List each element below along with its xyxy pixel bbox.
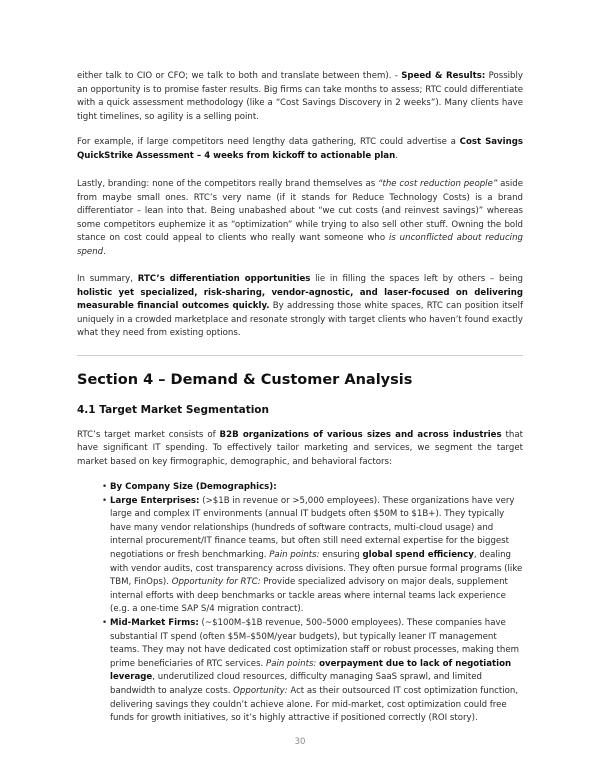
list-item: • Mid-Market Firms: (~$100M–$1B revenue, 500–5000 employees). These companies have substantial IT spend (often $5M–$50M/year budgets), but typically leaner IT management teams. They may not have dedicated cost optimization staff or robust processes, making them prime beneficiaries of RTC services. Pain points: overpayment due to lack of negotiation leverage, underutilized cloud resources, difficulty managing SaaS sprawl, and limited bandwidth to analyze costs. Opportunity: Act as their outsourced IT cost optimization function, delivering savings they couldn’t achieve alone. For mid-market, cost optimization could free funds for growth initiatives, so it’s highly attractive if positioned correctly (ROI story). (102, 617, 520, 724)
subsection-title: 4.1 Target Market Segmentation (77, 403, 269, 416)
page-number: 30 (294, 737, 306, 747)
bullet-icon: • (102, 617, 108, 628)
quickstrike-offer: Cost Savings QuickStrike Assessment – 4 weeks from kickoff to actionable plan (77, 137, 523, 161)
bullet-icon: • (102, 495, 108, 506)
paragraph-example: For example, if large competitors need lengthy data gathering, RTC could advertise a Cost Savings QuickStrike Assessment – 4 weeks from kickoff to actionable plan. (77, 137, 523, 161)
speed-results-label: Speed & Results: (401, 71, 486, 81)
paragraph-target-market: RTC’s target market consists of B2B organizations of various sizes and across industries that have significant IT spending. To effectively tailor marketing and services, we segment the target market based on key firmographic, demographic, and behavioral factors: (77, 429, 523, 467)
page-content (77, 70, 523, 726)
paragraph-branding: Lastly, branding: none of the competitors really brand themselves as “the cost reduction people” aside from maybe small ones. RTC’s very name (if it stands for Reduce Technology Costs) is a brand differentiator – lean into that. Being unabashed about “we cut costs (and reinvest savings)” whereas some competitors euphemize it as “optimization” while trying to also sell other stuff. Owning the bold stance on cost could appeal to clients who really want someone who is unconflicted about reducing spend. (77, 179, 523, 257)
list-item: • By Company Size (Demographics): (102, 481, 523, 495)
section-title: Section 4 – Demand & Customer Analysis (77, 371, 413, 388)
paragraph-summary: In summary, RTC’s differentiation opportunities lie in filling the spaces left by others – being holistic yet specialized, risk-sharing, vendor-agnostic, and laser-focused on delivering measurable financial outcomes quickly. By addressing those white spaces, RTC can position itself uniquely in a crowded marketplace and resonate strongly with target clients who haven’t found exactly what they need from existing options. (77, 274, 523, 338)
list-item: • Large Enterprises: (>$1B in revenue or >5,000 employees). These organizations have very large and complex IT environments (annual IT budgets often $50M to $1B+). They typically have many vendor relationships (hundreds of software contracts, multi-cloud usage) and internal procurement/IT finance teams, but often still need external expertise for the biggest negotiations or fresh benchmarking. Pain points: ensuring global spend efficiency, dealing with vendor audits, cost transparency across divisions. They often pursue formal programs (like TBM, FinOps). Opportunity for RTC: Provide specialized advisory on major deals, supplement internal efforts with deep benchmarks or tackle areas where internal teams lack experience (e.g. a one-time SAP S/4 migration contract). (102, 495, 523, 615)
section-divider (77, 355, 523, 356)
bullet-icon: • (102, 482, 108, 492)
segmentation-list (77, 481, 523, 726)
paragraph-speed-results: either talk to CIO or CFO; we talk to both and translate between them). - Speed & Results: Possibly an opportunity is to promise faster results. Big firms can take months to assess; RTC could differentiate with a quick assessment methodology (like a “Cost Savings Discovery in 2 weeks”). Many clients have tight timelines, so agility is a selling point. (77, 71, 523, 122)
